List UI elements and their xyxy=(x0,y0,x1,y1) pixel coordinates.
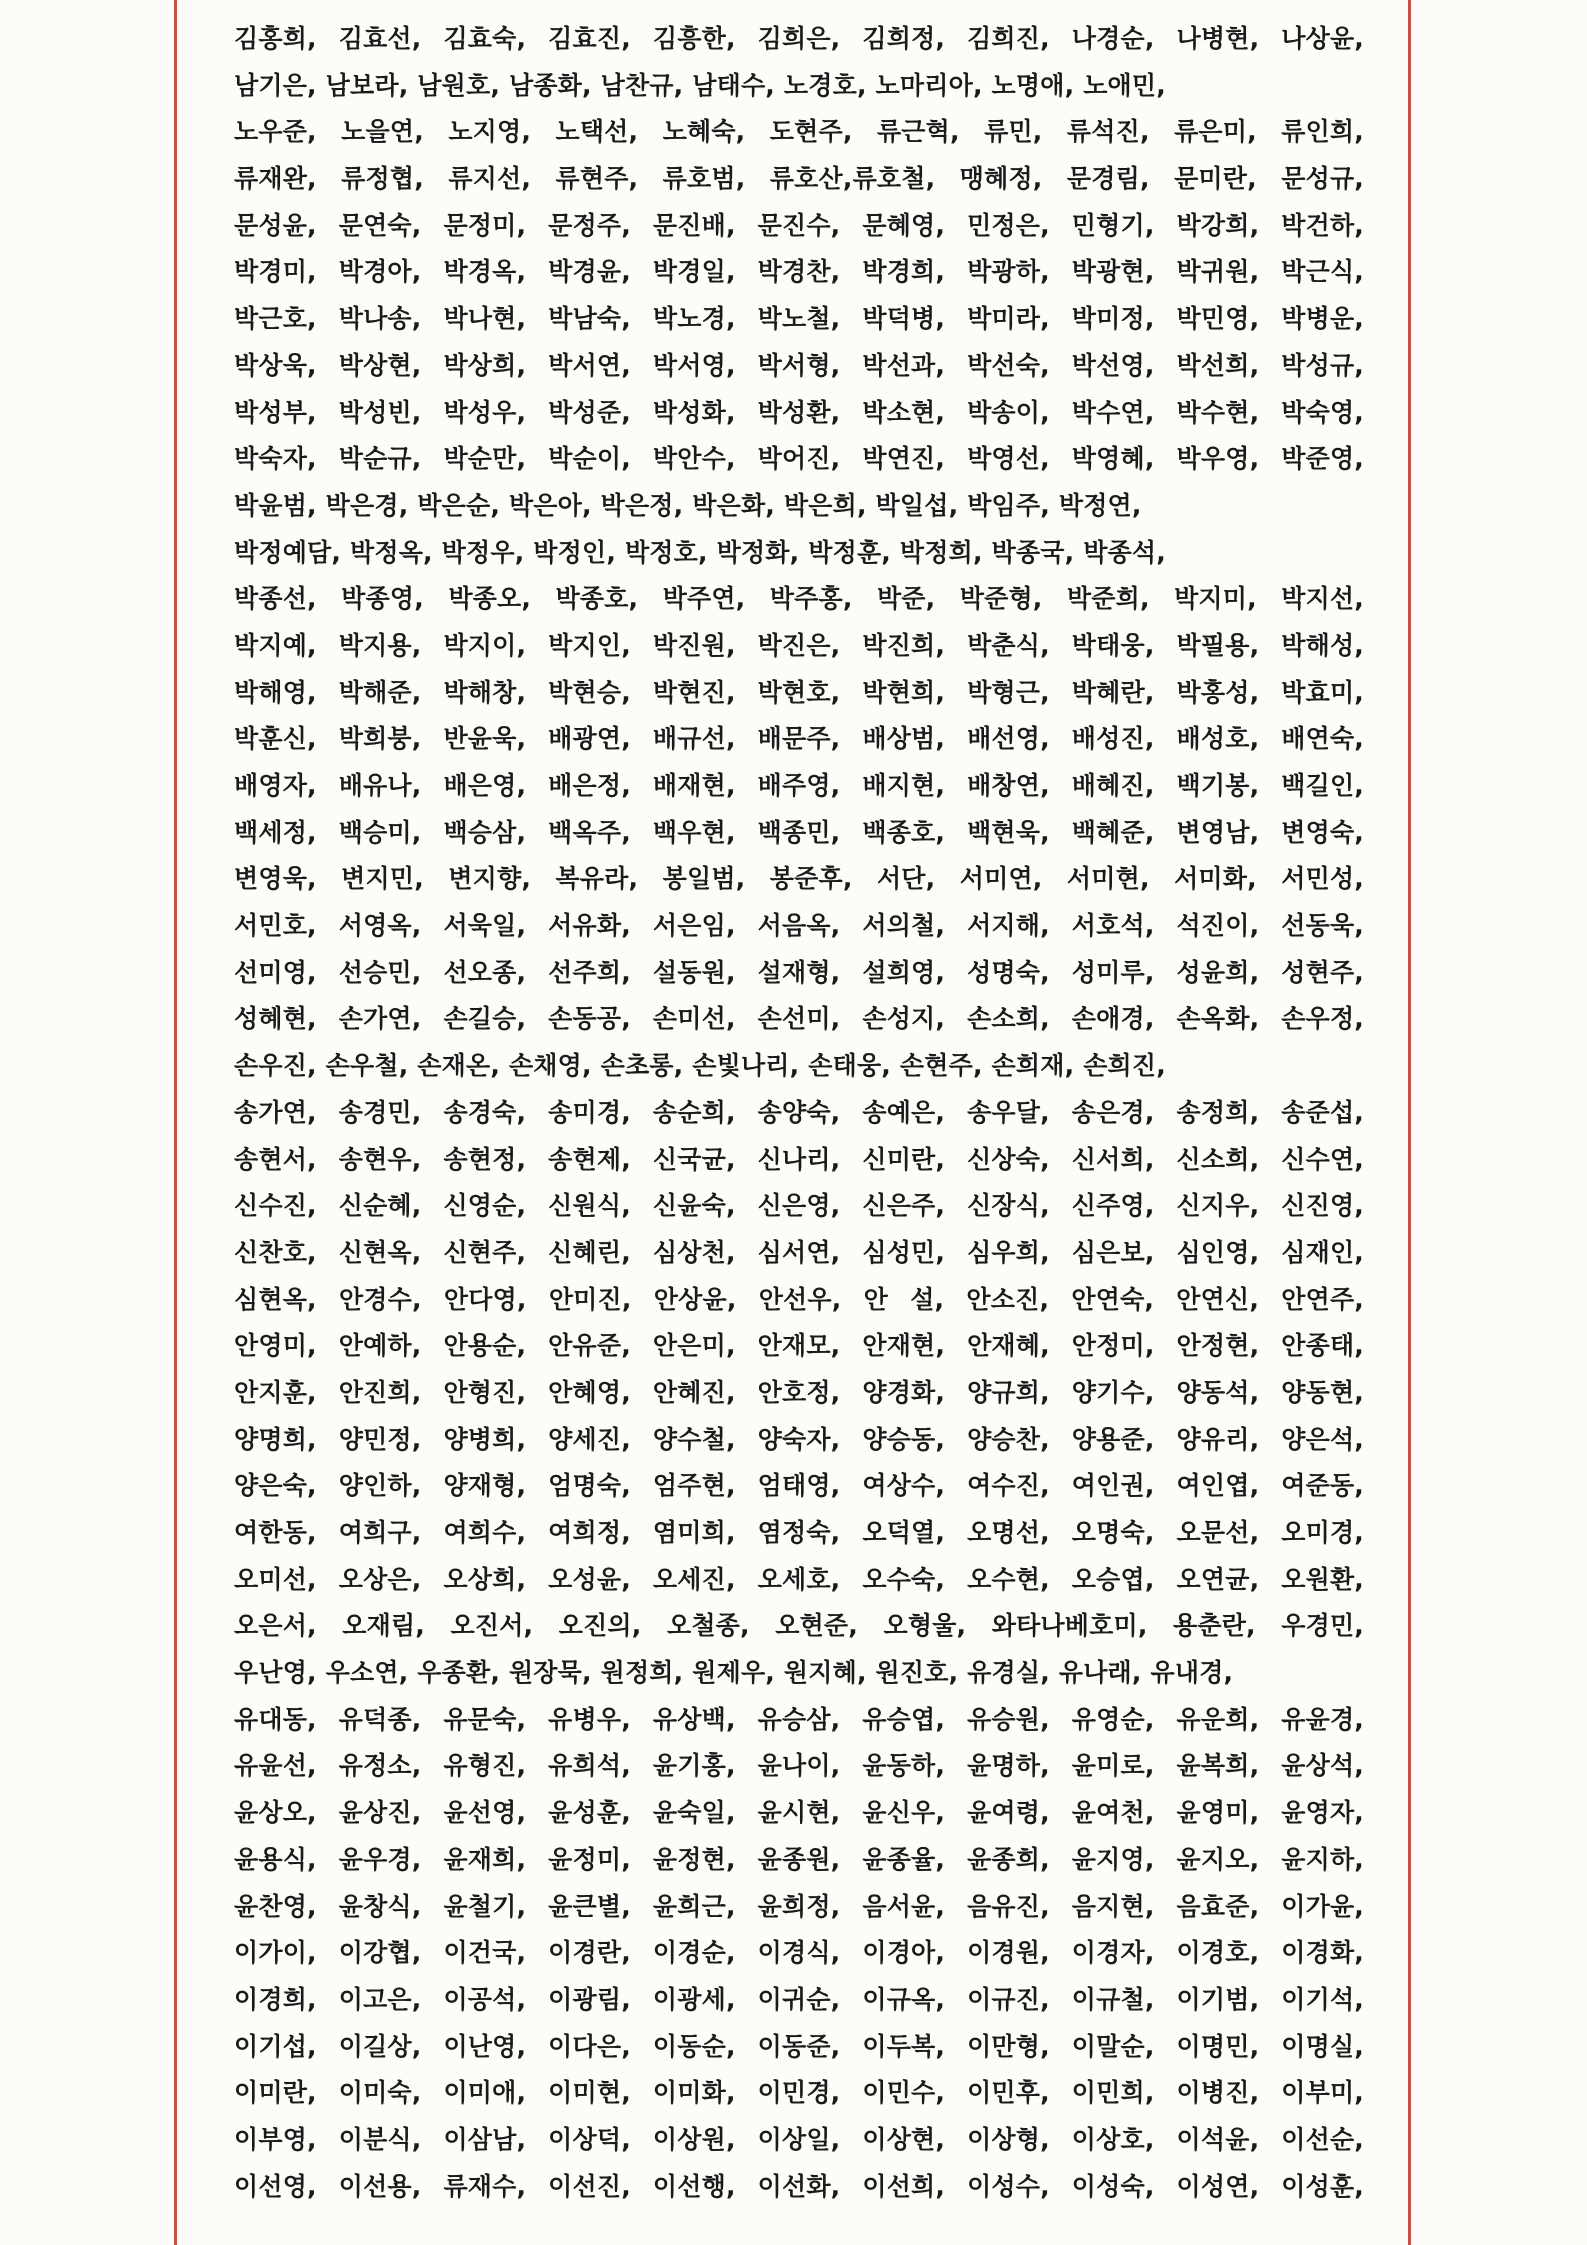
name-list-line: 성혜현, 손가연, 손길승, 손동공, 손미선, 손선미, 손성지, 손소희, 손애경, 손옥화, 손우정, xyxy=(234,1004,1364,1034)
name-list-line: 양명희, 양민정, 양병희, 양세진, 양수철, 양숙자, 양승동, 양승찬, 양용준, 양유리, 양은석, xyxy=(234,1424,1364,1454)
name-list-line: 노우준, 노을연, 노지영, 노택선, 노혜숙, 도현주, 류근혁, 류민, 류석진, 류은미, 류인희, xyxy=(234,117,1364,147)
name-list-line: 이미란, 이미숙, 이미애, 이미현, 이미화, 이민경, 이민수, 이민후, 이민희, 이병진, 이부미, xyxy=(234,2078,1364,2108)
name-list-line: 송현서, 송현우, 송현정, 송현제, 신국균, 신나리, 신미란, 신상숙, 신서희, 신소희, 신수연, xyxy=(234,1144,1364,1174)
name-list-line: 박경미, 박경아, 박경옥, 박경윤, 박경일, 박경찬, 박경희, 박광하, 박광현, 박귀원, 박근식, xyxy=(234,257,1364,287)
name-list-line: 여한동, 여희구, 여희수, 여희정, 염미희, 염정숙, 오덕열, 오명선, 오명숙, 오문선, 오미경, xyxy=(234,1518,1364,1547)
left-margin-rule xyxy=(174,0,177,2245)
name-list-line: 오은서, 오재림, 오진서, 오진의, 오철종, 오현준, 오형울, 와타나베호미, 용춘란, 우경민, xyxy=(234,1611,1364,1641)
right-margin-rule xyxy=(1408,0,1411,2245)
name-list-line: 박훈신, 박희붕, 반윤욱, 배광연, 배규선, 배문주, 배상범, 배선영, 배성진, 배성호, 배연숙, xyxy=(234,724,1364,754)
name-list-line: 이부영, 이분식, 이삼남, 이상덕, 이상원, 이상일, 이상현, 이상형, 이상호, 이석윤, 이선순, xyxy=(234,2124,1364,2154)
name-list-line: 남기은, 남보라, 남원호, 남종화, 남찬규, 남태수, 노경호, 노마리아, 노명애, 노애민, xyxy=(234,70,1166,100)
name-list-line: 유윤선, 유정소, 유형진, 유희석, 윤기홍, 윤나이, 윤동하, 윤명하, 윤미로, 윤복희, 윤상석, xyxy=(234,1751,1364,1781)
name-list-line: 박숙자, 박순규, 박순만, 박순이, 박안수, 박어진, 박연진, 박영선, 박영혜, 박우영, 박준영, xyxy=(234,444,1364,474)
name-list-line: 박성부, 박성빈, 박성우, 박성준, 박성화, 박성환, 박소현, 박송이, 박수연, 박수현, 박숙영, xyxy=(234,397,1364,427)
name-list-line: 손우진, 손우철, 손재온, 손채영, 손초롱, 손빛나리, 손태웅, 손현주, 손희재, 손희진, xyxy=(234,1051,1166,1081)
name-list-line: 송가연, 송경민, 송경숙, 송미경, 송순희, 송양숙, 송예은, 송우달, 송은경, 송정희, 송준섭, xyxy=(234,1097,1364,1127)
name-list-line: 김홍희, 김효선, 김효숙, 김효진, 김흥한, 김희은, 김희정, 김희진, 나경순, 나병현, 나상윤, xyxy=(234,24,1364,53)
name-list-line: 박해영, 박해준, 박해창, 박현승, 박현진, 박현호, 박현희, 박형근, 박혜란, 박홍성, 박효미, xyxy=(234,677,1364,707)
name-list-line: 윤상오, 윤상진, 윤선영, 윤성훈, 윤숙일, 윤시현, 윤신우, 윤여령, 윤여천, 윤영미, 윤영자, xyxy=(234,1798,1364,1828)
name-list-line: 안영미, 안예하, 안용순, 안유준, 안은미, 안재모, 안재현, 안재혜, 안정미, 안정현, 안종태, xyxy=(234,1331,1364,1361)
name-list-line: 변영욱, 변지민, 변지향, 복유라, 봉일범, 봉준후, 서단, 서미연, 서미현, 서미화, 서민성, xyxy=(234,864,1364,894)
name-list-line: 선미영, 선승민, 선오종, 선주희, 설동원, 설재형, 설희영, 성명숙, 성미루, 성윤희, 성현주, xyxy=(234,957,1364,987)
name-list-line: 신수진, 신순혜, 신영순, 신원식, 신윤숙, 신은영, 신은주, 신장식, 신주영, 신지우, 신진영, xyxy=(234,1191,1364,1221)
name-list-line: 신찬호, 신현옥, 신현주, 신혜린, 심상천, 심서연, 심성민, 심우희, 심은보, 심인영, 심재인, xyxy=(234,1237,1364,1267)
name-list-line: 류재완, 류정협, 류지선, 류현주, 류호범, 류호산,류호철, 맹혜정, 문경림, 문미란, 문성규, xyxy=(234,164,1364,194)
name-list-line: 박상욱, 박상현, 박상희, 박서연, 박서영, 박서형, 박선과, 박선숙, 박선영, 박선희, 박성규, xyxy=(234,350,1364,380)
name-list-line: 양은숙, 양인하, 양재형, 엄명숙, 엄주현, 엄태영, 여상수, 여수진, 여인권, 여인엽, 여준동, xyxy=(234,1471,1364,1501)
name-list-line: 이기섭, 이길상, 이난영, 이다은, 이동순, 이동준, 이두복, 이만형, 이말순, 이명민, 이명실, xyxy=(234,2031,1364,2061)
name-list-line: 박윤범, 박은경, 박은순, 박은아, 박은정, 박은화, 박은희, 박일섭, 박임주, 박정연, xyxy=(234,490,1142,520)
name-list-line: 윤찬영, 윤창식, 윤철기, 윤큰별, 윤희근, 윤희정, 음서윤, 음유진, 음지현, 음효준, 이가윤, xyxy=(234,1891,1364,1921)
name-list-line: 박근호, 박나송, 박나현, 박남숙, 박노경, 박노철, 박덕병, 박미라, 박미정, 박민영, 박병운, xyxy=(234,304,1364,334)
name-list-line: 오미선, 오상은, 오상희, 오성윤, 오세진, 오세호, 오수숙, 오수현, 오승엽, 오연균, 오원환, xyxy=(234,1564,1364,1594)
name-list-line: 이가이, 이강협, 이건국, 이경란, 이경순, 이경식, 이경아, 이경원, 이경자, 이경호, 이경화, xyxy=(234,1938,1364,1968)
name-list-line: 안지훈, 안진희, 안형진, 안혜영, 안혜진, 안호정, 양경화, 양규희, 양기수, 양동석, 양동현, xyxy=(234,1377,1364,1407)
name-list-line: 유대동, 유덕종, 유문숙, 유병우, 유상백, 유승삼, 유승엽, 유승원, 유영순, 유운희, 유윤경, xyxy=(234,1704,1364,1734)
name-list-line: 백세정, 백승미, 백승삼, 백옥주, 백우현, 백종민, 백종호, 백현욱, 백혜준, 변영남, 변영숙, xyxy=(234,817,1364,847)
name-list-line: 심현옥, 안경수, 안다영, 안미진, 안상윤, 안선우, 안 설, 안소진, 안연숙, 안연신, 안연주, xyxy=(234,1284,1364,1314)
name-list-line: 서민호, 서영옥, 서욱일, 서유화, 서은임, 서음옥, 서의철, 서지해, 서호석, 석진이, 선동욱, xyxy=(234,911,1364,941)
name-list-line: 윤용식, 윤우경, 윤재희, 윤정미, 윤정현, 윤종원, 윤종율, 윤종희, 윤지영, 윤지오, 윤지하, xyxy=(234,1844,1364,1874)
name-list-line: 우난영, 우소연, 우종환, 원장묵, 원정희, 원제우, 원지혜, 원진호, 유경실, 유나래, 유내경, xyxy=(234,1658,1234,1688)
donor-name-list xyxy=(234,16,1364,2210)
name-list-line: 박정예담, 박정옥, 박정우, 박정인, 박정호, 박정화, 박정훈, 박정희, 박종국, 박종석, xyxy=(234,537,1166,567)
name-list-line: 배영자, 배유나, 배은영, 배은정, 배재현, 배주영, 배지현, 배창연, 배혜진, 백기봉, 백길인, xyxy=(234,771,1364,800)
name-list-line: 이선영, 이선용, 류재수, 이선진, 이선행, 이선화, 이선희, 이성수, 이성숙, 이성연, 이성훈, xyxy=(234,2171,1364,2201)
name-list-line: 이경희, 이고은, 이공석, 이광림, 이광세, 이귀순, 이규옥, 이규진, 이규철, 이기범, 이기석, xyxy=(234,1984,1364,2014)
name-list-line: 박종선, 박종영, 박종오, 박종호, 박주연, 박주홍, 박준, 박준형, 박준희, 박지미, 박지선, xyxy=(234,584,1364,614)
name-list-line: 박지예, 박지용, 박지이, 박지인, 박진원, 박진은, 박진희, 박춘식, 박태웅, 박필용, 박해성, xyxy=(234,630,1364,660)
name-list-line: 문성윤, 문연숙, 문정미, 문정주, 문진배, 문진수, 문혜영, 민정은, 민형기, 박강희, 박건하, xyxy=(234,210,1364,240)
